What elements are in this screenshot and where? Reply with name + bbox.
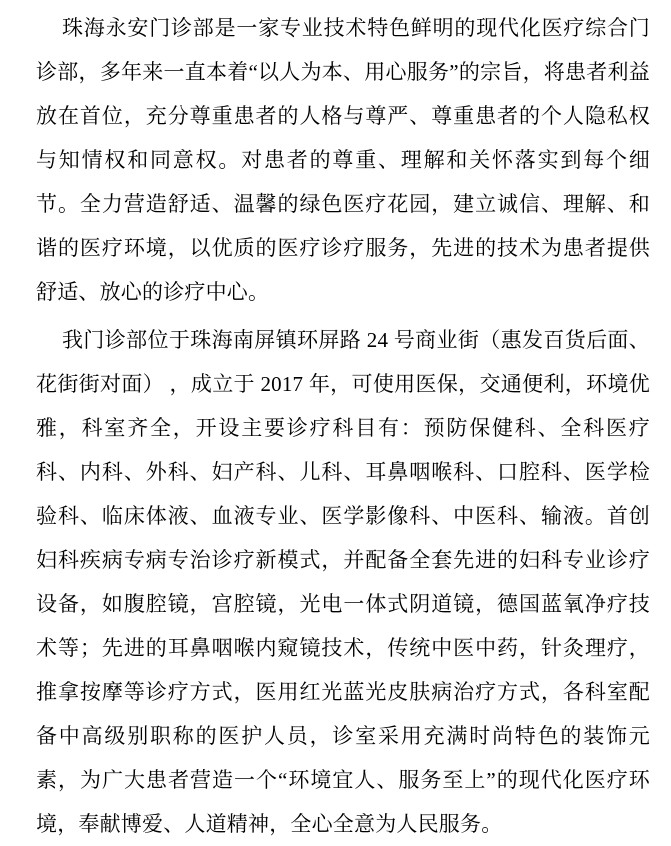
clinic-intro-paragraph: 珠海永安门诊部是一家专业技术特色鲜明的现代化医疗综合门诊部，多年来一直本着“以人为本、用心服务”的宗旨，将患者利益放在首位，充分尊重患者的人格与尊严、尊重患者的个人隐私权与知情权和同意权。对患者的尊重、理解和关怀落实到每个细节。全力营造舒适、温馨的绿色医疗花园，建立诚信、理解、和谐的医疗环境，以优质的医疗诊疗服务，先进的技术为患者提供舒适、放心的诊疗中心。 <box>36 16 650 304</box>
clinic-location-services-paragraph: 我门诊部位于珠海南屏镇环屏路 24 号商业街（惠发百货后面、花街街对面） ，成立于 2017 年，可使用医保，交通便利，环境优雅，科室齐全，开设主要诊疗科目有：预防保健科、全科医疗科、内科、外科、妇产科、儿科、耳鼻咽喉科、口腔科、医学检验科、临床体液、血液专业、医学影像科、中医科、输液。首创妇科疾病专病专治诊疗新模式，并配备全套先进的妇科专业诊疗设备，如腹腔镜，宫腔镜，光电一体式阴道镜，德国蓝氧净疗技术等；先进的耳鼻咽喉内窥镜技术，传统中医中药，针灸理疗，推拿按摩等诊疗方式，医用红光蓝光皮肤病治疗方式，各科室配备中高级别职称的医护人员，诊室采用充满时尚特色的装饰元素，为广大患者营造一个“环境宜人、服务至上”的现代化医疗环境，奉献博爱、人道精神，全心全意为人民服务。 <box>36 328 650 836</box>
